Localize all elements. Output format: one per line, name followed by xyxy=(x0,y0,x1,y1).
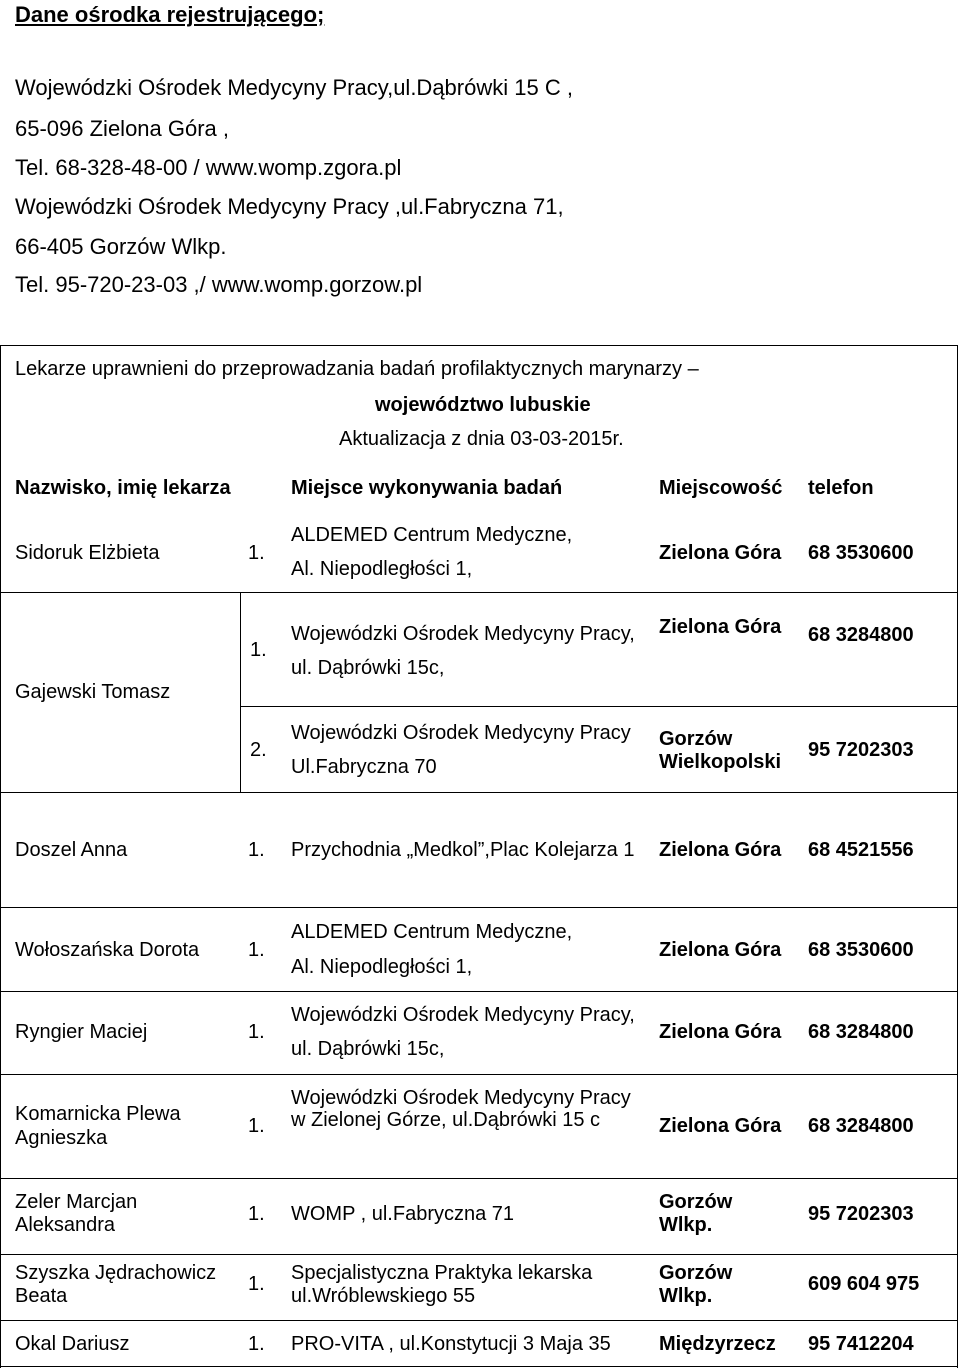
place-line: Specjalistyczna Praktyka lekarska xyxy=(291,1262,593,1284)
city: Zielona Góra xyxy=(659,839,782,861)
row-number: 1. xyxy=(248,1115,265,1137)
address-line: Wojewódzki Ośrodek Medycyny Pracy ,ul.Fabryczna 71, xyxy=(15,194,564,219)
phone: 68 3530600 xyxy=(808,939,914,961)
phone: 68 3530600 xyxy=(808,542,914,564)
row-number: 1. xyxy=(248,1333,265,1355)
city-line: Wlkp. xyxy=(659,1214,713,1236)
phone: 68 3284800 xyxy=(808,1115,914,1137)
place-line: PRO-VITA , ul.Konstytucji 3 Maja 35 xyxy=(291,1333,611,1355)
column-header: Miejscowość xyxy=(659,477,783,499)
update-date: Aktualizacja z dnia 03-03-2015r. xyxy=(339,428,624,450)
city-line: Gorzów xyxy=(659,1262,733,1284)
doctor-name: Doszel Anna xyxy=(15,839,128,861)
phone: 68 4521556 xyxy=(808,839,914,861)
place-line: ul. Dąbrówki 15c, xyxy=(291,657,445,679)
row-number: 1. xyxy=(248,1273,265,1295)
place-line: Wojewódzki Ośrodek Medycyny Pracy xyxy=(291,722,631,744)
row-number: 1. xyxy=(248,839,265,861)
city: Zielona Góra xyxy=(659,939,782,961)
table-intro: Lekarze uprawnieni do przeprowadzania badań profilaktycznych marynarzy – xyxy=(15,358,699,380)
city: Zielona Góra xyxy=(659,1021,782,1043)
phone: 95 7202303 xyxy=(808,1203,914,1225)
phone: 68 3284800 xyxy=(808,624,914,646)
address-line: 65-096 Zielona Góra , xyxy=(15,116,230,141)
place-line: Wojewódzki Ośrodek Medycyny Pracy xyxy=(291,1087,631,1109)
row-number: 1. xyxy=(250,639,267,661)
city: Międzyrzecz xyxy=(659,1333,776,1355)
city-line: Wielkopolski xyxy=(659,751,782,773)
address-line: Wojewódzki Ośrodek Medycyny Pracy,ul.Dąbrówki 15 C , xyxy=(15,75,573,100)
region-label: województwo lubuskie xyxy=(375,394,591,416)
column-header: Nazwisko, imię lekarza xyxy=(15,477,231,499)
column-header: telefon xyxy=(808,477,874,499)
doctor-name: Okal Dariusz xyxy=(15,1333,130,1355)
city: Zielona Góra xyxy=(659,616,782,638)
address-line: 66-405 Gorzów Wlkp. xyxy=(15,234,227,259)
row-number: 1. xyxy=(248,1203,265,1225)
doctor-name: Gajewski Tomasz xyxy=(15,681,171,703)
phone: 95 7202303 xyxy=(808,739,914,761)
doctor-name: Wołoszańska Dorota xyxy=(15,939,200,961)
place-line: WOMP , ul.Fabryczna 71 xyxy=(291,1203,515,1225)
city: Zielona Góra xyxy=(659,542,782,564)
doctor-name-line: Beata xyxy=(15,1285,68,1307)
place-line: Wojewódzki Ośrodek Medycyny Pracy, xyxy=(291,623,635,645)
doctor-name-line: Szyszka Jędrachowicz xyxy=(15,1262,217,1284)
doctor-name: Ryngier Maciej xyxy=(15,1021,148,1043)
address-line: Tel. 68-328-48-00 / www.womp.zgora.pl xyxy=(15,155,402,180)
phone: 609 604 975 xyxy=(808,1273,920,1295)
address-line: Tel. 95-720-23-03 ,/ www.womp.gorzow.pl xyxy=(15,272,423,297)
place-line: ul. Dąbrówki 15c, xyxy=(291,1038,445,1060)
doctor-name: Sidoruk Elżbieta xyxy=(15,542,160,564)
phone: 68 3284800 xyxy=(808,1021,914,1043)
doctor-name-line: Aleksandra xyxy=(15,1214,116,1236)
row-number: 1. xyxy=(248,939,265,961)
page-title: Dane ośrodka rejestrującego; xyxy=(15,2,325,27)
city: Zielona Góra xyxy=(659,1115,782,1137)
row-number: 2. xyxy=(250,739,267,761)
place-line: Wojewódzki Ośrodek Medycyny Pracy, xyxy=(291,1004,635,1026)
place-line: Al. Niepodległości 1, xyxy=(291,956,473,978)
place-line: Ul.Fabryczna 70 xyxy=(291,756,437,778)
city-line: Wlkp. xyxy=(659,1285,713,1307)
place-line: ul.Wróblewskiego 55 xyxy=(291,1285,476,1307)
doctor-name-line: Komarnicka Plewa xyxy=(15,1103,181,1125)
place-line: w Zielonej Górze, ul.Dąbrówki 15 c xyxy=(291,1109,601,1131)
place-line: ALDEMED Centrum Medyczne, xyxy=(291,524,573,546)
row-number: 1. xyxy=(248,1021,265,1043)
doctor-name-line: Zeler Marcjan xyxy=(15,1191,138,1213)
doctor-name-line: Agnieszka xyxy=(15,1127,108,1149)
place-line: ALDEMED Centrum Medyczne, xyxy=(291,921,573,943)
phone: 95 7412204 xyxy=(808,1333,914,1355)
place-line: Przychodnia „Medkol”,Plac Kolejarza 1 xyxy=(291,839,635,861)
row-number: 1. xyxy=(248,542,265,564)
column-header: Miejsce wykonywania badań xyxy=(291,477,563,499)
city-line: Gorzów xyxy=(659,1191,733,1213)
city-line: Gorzów xyxy=(659,728,733,750)
place-line: Al. Niepodległości 1, xyxy=(291,558,473,580)
